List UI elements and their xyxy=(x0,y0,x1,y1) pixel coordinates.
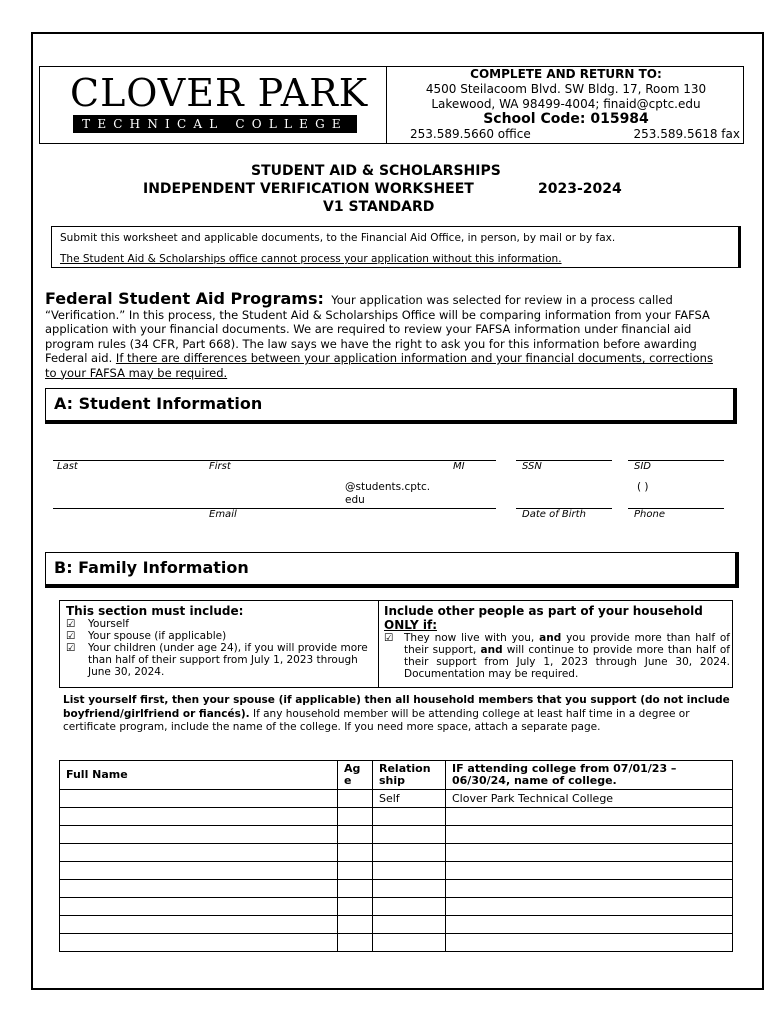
cell-relationship[interactable] xyxy=(373,898,446,916)
cell-age[interactable] xyxy=(338,862,373,880)
school-code: School Code: 015984 xyxy=(483,111,649,127)
fax-number: 253.589.5618 fax xyxy=(633,127,740,141)
name-line[interactable] xyxy=(53,460,496,461)
table-row xyxy=(60,934,733,952)
return-street: 4500 Steilacoom Blvd. SW Bldg. 17, Room 130 xyxy=(425,82,707,96)
header-age: Ag e xyxy=(338,761,373,790)
checkbox-icon: ☑ xyxy=(66,618,76,630)
only-if-label: ONLY if: xyxy=(384,618,438,632)
cell-name[interactable] xyxy=(60,880,338,898)
submit-line1: Submit this worksheet and applicable documents, to the Financial Aid Office, in person, by mail or by fax. xyxy=(60,232,616,244)
email-line[interactable] xyxy=(53,508,496,509)
cell-college[interactable] xyxy=(446,844,733,862)
cell-relationship[interactable] xyxy=(373,826,446,844)
cell-name[interactable] xyxy=(60,826,338,844)
submit-line2: The Student Aid & Scholarships office cannot process your application without this information. xyxy=(60,253,562,265)
cell-college[interactable]: Clover Park Technical College xyxy=(446,790,733,808)
cell-relationship[interactable] xyxy=(373,808,446,826)
label-mi: MI xyxy=(453,461,465,472)
cell-relationship[interactable] xyxy=(373,862,446,880)
table-row xyxy=(60,790,733,808)
checkbox-icon: ☑ xyxy=(66,642,76,654)
table-row xyxy=(60,862,733,880)
must-item-3: Your children (under age 24), if you will provide more than half of their support from July 1, 2023 through June 30, 2024. xyxy=(88,642,368,678)
cell-name[interactable] xyxy=(60,898,338,916)
cell-age[interactable] xyxy=(338,916,373,934)
checkbox-icon: ☑ xyxy=(384,632,394,644)
title-line3: V1 STANDARD xyxy=(323,199,435,215)
other-item-and-2: and xyxy=(480,644,503,656)
household-rules-box xyxy=(59,600,733,688)
cell-relationship[interactable] xyxy=(373,880,446,898)
cell-college[interactable] xyxy=(446,898,733,916)
section-b-header: B: Family Information xyxy=(45,552,739,588)
cell-college[interactable] xyxy=(446,934,733,952)
rules-divider xyxy=(378,601,379,687)
cell-age[interactable] xyxy=(338,934,373,952)
header-full-name: Full Name xyxy=(60,761,338,790)
college-logo-name: CLOVER PARK xyxy=(70,71,369,115)
other-people-title: Include other people as part of your household xyxy=(384,604,703,618)
worksheet-page xyxy=(31,32,764,990)
table-row xyxy=(60,880,733,898)
label-last: Last xyxy=(57,461,78,472)
cell-college[interactable] xyxy=(446,862,733,880)
cell-relationship[interactable] xyxy=(373,916,446,934)
title-line2: INDEPENDENT VERIFICATION WORKSHEET xyxy=(143,181,474,197)
table-row xyxy=(60,916,733,934)
cell-name[interactable] xyxy=(60,934,338,952)
cell-name[interactable] xyxy=(60,808,338,826)
cell-age[interactable] xyxy=(338,898,373,916)
must-include-title: This section must include: xyxy=(66,604,244,618)
label-dob: Date of Birth xyxy=(522,509,586,520)
other-people-column xyxy=(384,604,730,680)
cell-name[interactable] xyxy=(60,844,338,862)
section-a-header: A: Student Information xyxy=(45,388,737,424)
phone-parens: ( ) xyxy=(637,481,649,493)
other-item-pre: They now live with you, xyxy=(404,632,540,644)
list-bold-text: List yourself first, then your spouse (if applicable) then all household members that you support (do not include boyfriend/girlfriend or fiancés). xyxy=(63,694,730,720)
cell-age[interactable] xyxy=(338,790,373,808)
other-item-and-1: and xyxy=(539,632,562,644)
must-item-1: Yourself xyxy=(88,618,129,630)
table-row xyxy=(60,844,733,862)
cell-college[interactable] xyxy=(446,880,733,898)
label-first: First xyxy=(209,461,231,472)
cell-name[interactable] xyxy=(60,862,338,880)
cell-college[interactable] xyxy=(446,808,733,826)
email-domain-end: edu xyxy=(345,494,365,506)
return-city: Lakewood, WA 98499-4004; finaid@cptc.edu xyxy=(431,97,701,111)
cell-age[interactable] xyxy=(338,880,373,898)
college-logo-subtitle: TECHNICAL COLLEGE xyxy=(73,115,357,133)
table-header-row xyxy=(60,761,733,790)
federal-heading: Federal Student Aid Programs: xyxy=(45,289,324,308)
cell-college[interactable] xyxy=(446,916,733,934)
header-college: IF attending college from 07/01/23 – 06/30/24, name of college. xyxy=(446,761,733,790)
household-table xyxy=(59,760,733,952)
federal-underlined: If there are differences between your application information and your financial documents, corrections to your FAFSA may be required. xyxy=(45,351,713,380)
phone-numbers xyxy=(410,127,740,141)
table-row xyxy=(60,826,733,844)
header-box xyxy=(39,66,744,144)
email-domain: @students.cptc. xyxy=(345,481,431,493)
federal-aid-paragraph xyxy=(45,289,725,380)
must-item-2: Your spouse (if applicable) xyxy=(88,630,227,642)
return-address xyxy=(387,67,745,127)
label-ssn: SSN xyxy=(522,461,542,472)
federal-text: Your application was selected for review in a process called “Verification.” In this process, the Student Aid & Scholarships Office will be comparing information from your FAFSA application with your financial documents. We are required to review your FAFSA information under financial aid program rules (34 CFR, Part 668). The law says we have the right to ask you for this information before awarding Federal aid. xyxy=(45,293,710,365)
label-sid: SID xyxy=(634,461,651,472)
cell-name[interactable] xyxy=(60,790,338,808)
cell-age[interactable] xyxy=(338,826,373,844)
table-row xyxy=(60,898,733,916)
other-item-post: will continue to provide more than half of their support from July 1, 2023 through June 30, 2024. Documentation may be required. xyxy=(404,644,730,680)
cell-age[interactable] xyxy=(338,808,373,826)
other-item xyxy=(404,632,730,680)
cell-college[interactable] xyxy=(446,826,733,844)
other-item-mid: you provide more than half of their support, xyxy=(404,632,730,656)
label-email: Email xyxy=(209,509,237,520)
household-list-instructions xyxy=(63,694,731,735)
checkbox-icon: ☑ xyxy=(66,630,76,642)
title-line1: STUDENT AID & SCHOLARSHIPS xyxy=(251,163,501,179)
header-relationship: Relation ship xyxy=(373,761,446,790)
must-include-column xyxy=(66,604,372,678)
submit-instructions-box xyxy=(51,226,741,268)
table-row xyxy=(60,808,733,826)
list-rest-text: If any household member will be attending college at least half time in a degree or certificate program, include the name of the college. If you need more space, attach a separate page. xyxy=(63,707,690,733)
cell-relationship[interactable] xyxy=(373,844,446,862)
office-phone: 253.589.5660 office xyxy=(410,127,531,141)
label-phone: Phone xyxy=(634,509,665,520)
cell-name[interactable] xyxy=(60,916,338,934)
title-year: 2023-2024 xyxy=(538,181,622,197)
cell-relationship[interactable]: Self xyxy=(373,790,446,808)
cell-age[interactable] xyxy=(338,844,373,862)
cell-relationship[interactable] xyxy=(373,934,446,952)
return-heading: COMPLETE AND RETURN TO: xyxy=(470,67,662,81)
